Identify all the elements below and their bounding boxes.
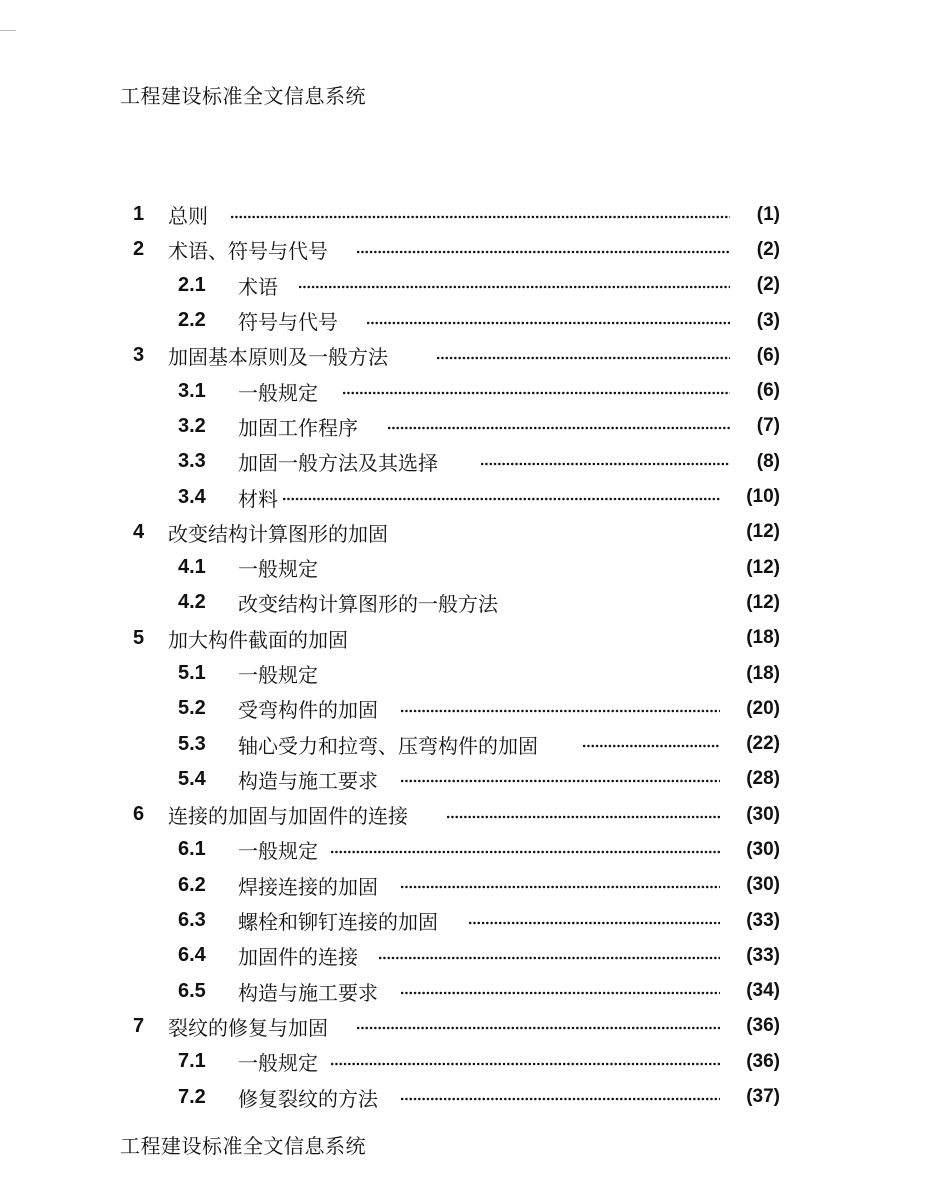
- toc-dot-leader: [400, 990, 720, 996]
- toc-title: 裂纹的修复与加固: [168, 1015, 328, 1040]
- toc-page-number: (22): [746, 733, 780, 755]
- toc-page-number: (33): [746, 944, 780, 966]
- toc-section-row[interactable]: [130, 868, 780, 903]
- toc-title: 一般规定: [238, 839, 318, 864]
- toc-number: 5.1: [178, 662, 206, 684]
- page-header: 工程建设标准全文信息系统: [120, 84, 366, 108]
- toc-dot-leader: [330, 1061, 720, 1067]
- toc-section-row[interactable]: [130, 762, 780, 797]
- table-of-contents: [130, 197, 780, 1115]
- toc-number: 6.3: [178, 909, 206, 932]
- toc-page-number: (30): [746, 838, 780, 860]
- toc-number: 7.1: [178, 1050, 206, 1073]
- toc-dot-leader: [480, 461, 730, 467]
- toc-page-number: (37): [746, 1086, 780, 1108]
- toc-page-number: (6): [756, 380, 780, 402]
- toc-page-number: (30): [746, 874, 780, 896]
- toc-dot-leader: [446, 814, 720, 820]
- toc-page-number: (12): [746, 556, 780, 578]
- toc-chapter-row[interactable]: [130, 1009, 780, 1044]
- toc-title: 改变结构计算图形的一般方法: [238, 592, 498, 617]
- toc-number: 5.3: [178, 732, 206, 755]
- toc-page-number: (36): [746, 1050, 780, 1072]
- toc-dot-leader: [330, 849, 720, 855]
- toc-title: 总则: [168, 204, 208, 229]
- toc-number: 2.2: [178, 309, 206, 332]
- toc-section-row[interactable]: [130, 373, 780, 408]
- toc-section-row[interactable]: [130, 938, 780, 973]
- toc-number: 2.1: [178, 273, 206, 296]
- toc-page-number: (33): [746, 909, 780, 931]
- toc-section-row[interactable]: [130, 585, 780, 620]
- toc-chapter-row[interactable]: [130, 797, 780, 832]
- toc-page-number: (18): [746, 627, 780, 649]
- toc-section-row[interactable]: [130, 409, 780, 444]
- toc-section-row[interactable]: [130, 1079, 780, 1114]
- toc-number: 3.4: [178, 485, 206, 508]
- toc-page-number: (18): [746, 662, 780, 684]
- toc-number: 2: [133, 238, 145, 261]
- toc-title: 一般规定: [238, 557, 318, 582]
- toc-number: 6.1: [178, 838, 206, 861]
- toc-number: 5: [133, 626, 145, 649]
- toc-dot-leader: [356, 249, 730, 255]
- toc-dot-leader: [230, 214, 730, 220]
- toc-dot-leader: [400, 1096, 720, 1102]
- toc-title: 术语: [238, 274, 278, 299]
- toc-title: 一般规定: [238, 1051, 318, 1076]
- toc-section-row[interactable]: [130, 726, 780, 761]
- toc-title: 焊接连接的加固: [238, 874, 378, 899]
- toc-dot-leader: [468, 920, 720, 926]
- toc-title: 改变结构计算图形的加固: [168, 521, 388, 546]
- toc-page-number: (28): [746, 768, 780, 790]
- toc-page-number: (7): [756, 415, 780, 437]
- toc-title: 受弯构件的加固: [238, 698, 378, 723]
- toc-dot-leader: [298, 284, 730, 290]
- toc-title: 连接的加固与加固件的连接: [168, 804, 408, 829]
- toc-title: 加大构件截面的加固: [168, 627, 348, 652]
- page-footer: 工程建设标准全文信息系统: [120, 1134, 366, 1158]
- toc-number: 6.2: [178, 873, 206, 896]
- toc-title: 轴心受力和拉弯、压弯构件的加固: [238, 733, 538, 758]
- toc-title: 修复裂纹的方法: [238, 1086, 378, 1111]
- toc-section-row[interactable]: [130, 303, 780, 338]
- toc-dot-leader: [342, 390, 730, 396]
- toc-dot-leader: [387, 425, 730, 431]
- toc-page-number: (2): [756, 238, 780, 260]
- toc-number: 6.5: [178, 979, 206, 1002]
- toc-page-number: (3): [756, 309, 780, 331]
- toc-title: 一般规定: [238, 380, 318, 405]
- toc-title: 一般规定: [238, 663, 318, 687]
- toc-number: 4: [133, 520, 145, 543]
- page-corner-mark: [0, 30, 16, 31]
- toc-number: 1: [133, 203, 145, 226]
- toc-section-row[interactable]: [130, 656, 780, 691]
- toc-page-number: (12): [746, 591, 780, 613]
- toc-section-row[interactable]: [130, 550, 780, 585]
- toc-title: 螺栓和铆钉连接的加固: [238, 910, 438, 935]
- toc-number: 3: [133, 344, 145, 367]
- toc-title: 术语、符号与代号: [168, 239, 328, 264]
- toc-section-row[interactable]: [130, 479, 780, 514]
- toc-page-number: (30): [746, 803, 780, 825]
- toc-section-row[interactable]: [130, 832, 780, 867]
- toc-number: 6: [133, 803, 145, 826]
- toc-page-number: (12): [746, 521, 780, 543]
- toc-title: 加固基本原则及一般方法: [168, 345, 388, 370]
- toc-title: 构造与施工要求: [238, 768, 378, 793]
- toc-dot-leader: [436, 355, 730, 361]
- toc-chapter-row[interactable]: [130, 621, 780, 656]
- toc-dot-leader: [582, 743, 720, 749]
- toc-dot-leader: [366, 320, 730, 326]
- toc-section-row[interactable]: [130, 1044, 780, 1079]
- toc-chapter-row[interactable]: [130, 197, 780, 232]
- toc-dot-leader: [400, 778, 720, 784]
- toc-page-number: (10): [746, 486, 780, 508]
- toc-title: 加固一般方法及其选择: [238, 451, 438, 476]
- toc-section-row[interactable]: [130, 903, 780, 938]
- toc-number: 4.1: [178, 556, 206, 579]
- toc-page-number: (8): [756, 450, 780, 472]
- toc-title: 加固工作程序: [238, 415, 358, 440]
- toc-number: 3.3: [178, 450, 206, 473]
- toc-title: 符号与代号: [238, 310, 338, 335]
- toc-chapter-row[interactable]: [130, 338, 780, 373]
- toc-dot-leader: [378, 955, 720, 961]
- toc-dot-leader: [400, 708, 720, 714]
- toc-number: 6.4: [178, 944, 206, 967]
- toc-number: 5.4: [178, 767, 206, 790]
- toc-section-row[interactable]: [130, 268, 780, 303]
- toc-page-number: (1): [756, 203, 780, 225]
- toc-page-number: (2): [756, 274, 780, 296]
- toc-page-number: (20): [746, 697, 780, 719]
- toc-chapter-row[interactable]: [130, 232, 780, 267]
- toc-number: 3.2: [178, 414, 206, 437]
- toc-page-number: (34): [746, 980, 780, 1002]
- toc-chapter-row[interactable]: [130, 515, 780, 550]
- toc-title: 构造与施工要求: [238, 980, 378, 1005]
- toc-dot-leader: [282, 496, 720, 502]
- toc-dot-leader: [356, 1025, 720, 1031]
- toc-section-row[interactable]: [130, 444, 780, 479]
- toc-title: 加固件的连接: [238, 945, 358, 970]
- toc-section-row[interactable]: [130, 974, 780, 1009]
- toc-number: 7: [133, 1014, 145, 1037]
- toc-dot-leader: [400, 884, 720, 890]
- toc-number: 7.2: [178, 1085, 206, 1108]
- toc-section-row[interactable]: [130, 691, 780, 726]
- toc-page-number: (36): [746, 1015, 780, 1037]
- toc-title: 材料: [238, 486, 278, 511]
- toc-page-number: (6): [756, 344, 780, 366]
- toc-number: 4.2: [178, 591, 206, 614]
- toc-number: 5.2: [178, 697, 206, 720]
- toc-number: 3.1: [178, 379, 206, 402]
